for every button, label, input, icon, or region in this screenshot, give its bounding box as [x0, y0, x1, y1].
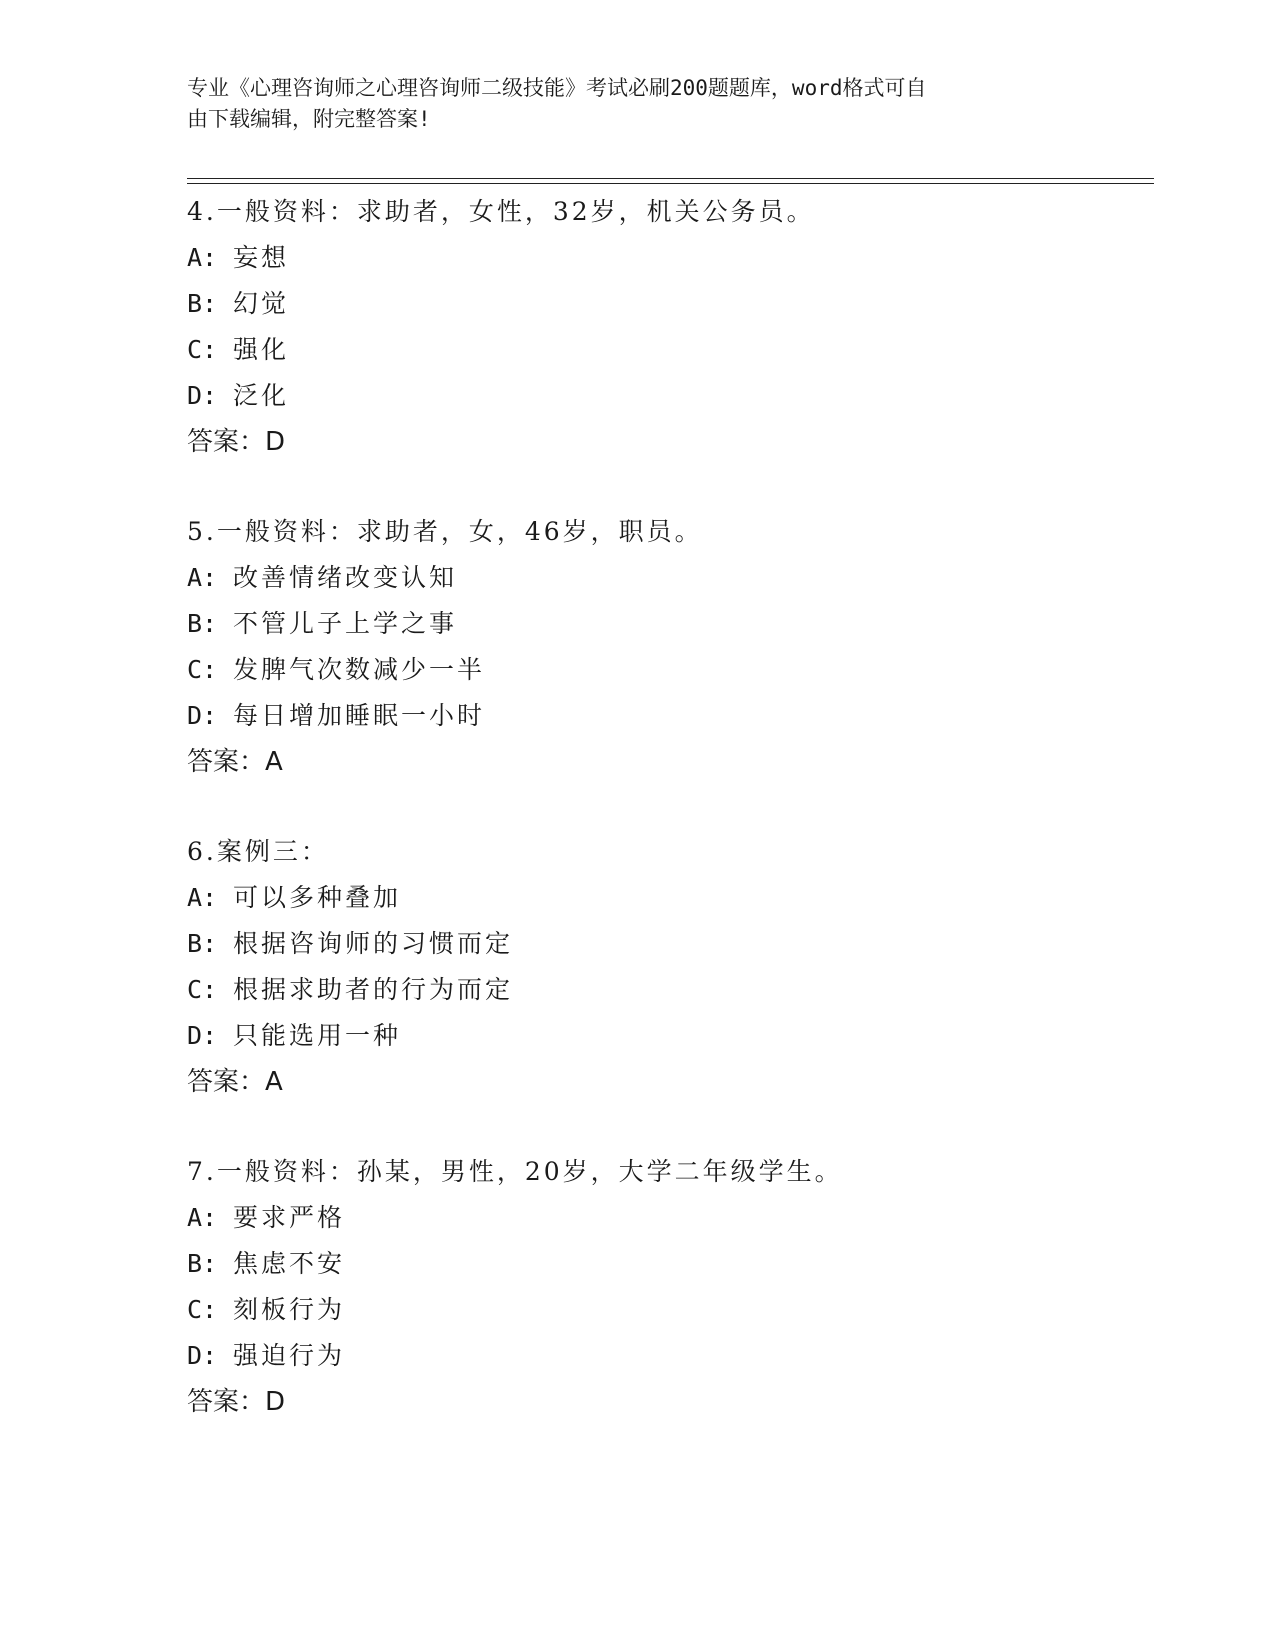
option-letter: A: [187, 563, 218, 592]
option-d [187, 1013, 1147, 1059]
option-letter: B: [187, 1249, 218, 1278]
option-letter: D: [187, 381, 218, 410]
option-a [187, 875, 1147, 921]
option-text: 只能选用一种 [233, 1021, 402, 1050]
option-text: 要求严格 [233, 1203, 346, 1232]
option-text: 根据求助者的行为而定 [233, 975, 514, 1004]
option-a [187, 235, 1147, 281]
answer-label: 答案：A [187, 1067, 283, 1097]
question-stem: 6.案例三： [187, 837, 329, 866]
option-letter: A: [187, 883, 218, 912]
header-line-1: 专业《心理咨询师之心理咨询师二级技能》考试必刷200题题库，word格式可自 [187, 76, 927, 100]
option-text: 每日增加睡眠一小时 [233, 701, 486, 730]
question-block [187, 509, 1147, 785]
option-c [187, 967, 1147, 1013]
option-letter: B: [187, 929, 218, 958]
option-text: 刻板行为 [233, 1295, 346, 1324]
answer-label: 答案：A [187, 747, 283, 777]
option-text: 焦虑不安 [233, 1249, 346, 1278]
option-b [187, 601, 1147, 647]
option-c [187, 647, 1147, 693]
option-letter: C: [187, 1295, 218, 1324]
question-block [187, 1149, 1147, 1425]
option-text: 根据咨询师的习惯而定 [233, 929, 514, 958]
option-letter: B: [187, 609, 218, 638]
option-text: 可以多种叠加 [233, 883, 402, 912]
option-b [187, 921, 1147, 967]
option-d [187, 1333, 1147, 1379]
option-letter: B: [187, 289, 218, 318]
option-text: 改善情绪改变认知 [233, 563, 458, 592]
header-line-2: 由下载编辑，附完整答案! [187, 107, 431, 131]
option-letter: D: [187, 701, 218, 730]
option-text: 强化 [233, 335, 290, 364]
question-stem: 7.一般资料：孙某，男性，20岁，大学二年级学生。 [187, 1157, 843, 1186]
option-b [187, 281, 1147, 327]
question-stem: 4.一般资料：求助者，女性，32岁，机关公务员。 [187, 197, 815, 226]
option-text: 泛化 [233, 381, 290, 410]
question-stem: 5.一般资料：求助者，女，46岁，职员。 [187, 517, 703, 546]
option-letter: A: [187, 1203, 218, 1232]
option-letter: D: [187, 1021, 218, 1050]
option-letter: C: [187, 975, 218, 1004]
option-c [187, 327, 1147, 373]
option-text: 幻觉 [233, 289, 290, 318]
option-b [187, 1241, 1147, 1287]
header-divider-top [187, 178, 1154, 179]
option-a [187, 555, 1147, 601]
answer-label: 答案：D [187, 427, 286, 457]
option-a [187, 1195, 1147, 1241]
option-letter: D: [187, 1341, 218, 1370]
option-text: 妄想 [233, 243, 290, 272]
header-divider-bottom [187, 183, 1154, 184]
option-text: 发脾气次数减少一半 [233, 655, 486, 684]
option-c [187, 1287, 1147, 1333]
option-text: 强迫行为 [233, 1341, 346, 1370]
option-letter: C: [187, 335, 218, 364]
option-d [187, 693, 1147, 739]
question-block [187, 189, 1147, 465]
question-block [187, 829, 1147, 1105]
answer-label: 答案：D [187, 1387, 286, 1417]
option-d [187, 373, 1147, 419]
document-header [187, 73, 1067, 135]
option-letter: C: [187, 655, 218, 684]
option-text: 不管儿子上学之事 [233, 609, 458, 638]
option-letter: A: [187, 243, 218, 272]
